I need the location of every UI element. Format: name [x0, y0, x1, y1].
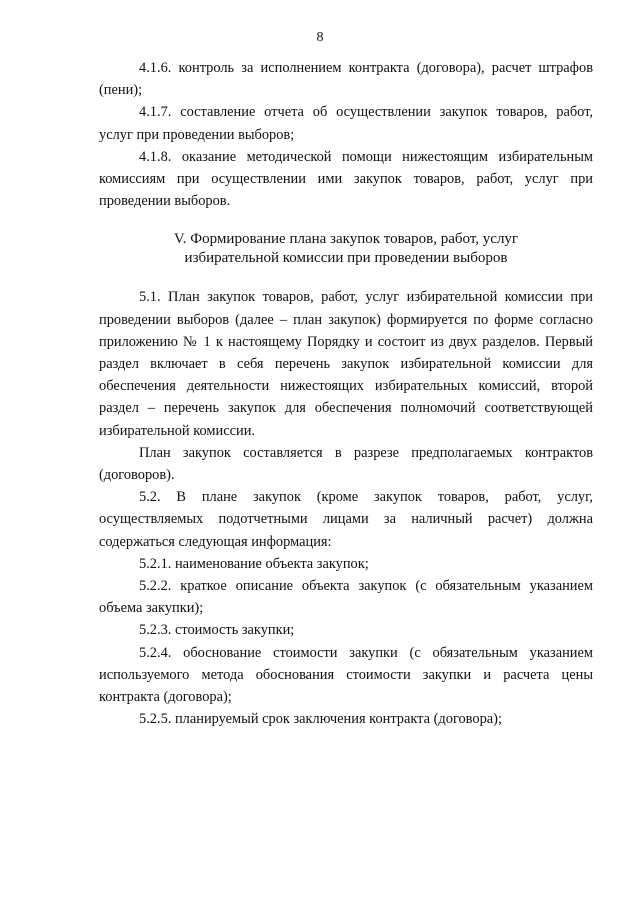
page-number: 8 [316, 30, 324, 45]
paragraph-4-1-7: 4.1.7. составление отчета об осуществлении закупок товаров, работ, услуг при проведении выборов; [99, 104, 593, 143]
paragraph-5-2: 5.2. В плане закупок (кроме закупок товаров, работ, услуг, осуществляемых подотчетными лицами за наличный расчет) должна содержаться следующая информация: [99, 489, 593, 550]
section-heading-line-1: V. Формирование плана закупок товаров, работ, услуг [173, 231, 519, 248]
paragraph-5-2-5: 5.2.5. планируемый срок заключения контракта (договора); [139, 711, 502, 728]
paragraph-4-1-6: 4.1.6. контроль за исполнением контракта (договора), расчет штрафов (пени); [99, 60, 593, 99]
paragraph-5-2-4: 5.2.4. обоснование стоимости закупки (с обязательным указанием используемого метода обоснования стоимости закупки и расчета цены контракта (договора); [99, 644, 593, 706]
paragraph-5-1: 5.1. План закупок товаров, работ, услуг избирательной комиссии при проведении выборов (далее – план закупок) формируется по форме согласно приложению № 1 к настоящему Порядку и состоит из двух разделов. Первый раздел включает в себя перечень закупок избирательной комиссии для обеспечения деятельности нижестоящих избирательных комиссий, второй раздел – перечень закупок для обеспечения полномочий соответствующей избирательной комиссии. [99, 289, 593, 439]
paragraph-4-1-8: 4.1.8. оказание методической помощи нижестоящим избирательным комиссиям при осуществлении ими закупок товаров, работ, услуг при проведении выборов. [99, 148, 593, 210]
paragraph-plan-contracts: План закупок составляется в разрезе предполагаемых контрактов (договоров). [99, 444, 593, 484]
paragraph-5-2-3: 5.2.3. стоимость закупки; [139, 622, 295, 639]
paragraph-5-2-1: 5.2.1. наименование объекта закупок; [139, 555, 369, 572]
document-body [99, 57, 593, 730]
section-heading [99, 230, 593, 268]
paragraph-5-2-2: 5.2.2. краткое описание объекта закупок (с обязательным указанием объема закупки); [99, 578, 593, 617]
section-heading-line-2: избирательной комиссии при проведении выборов [184, 250, 508, 267]
